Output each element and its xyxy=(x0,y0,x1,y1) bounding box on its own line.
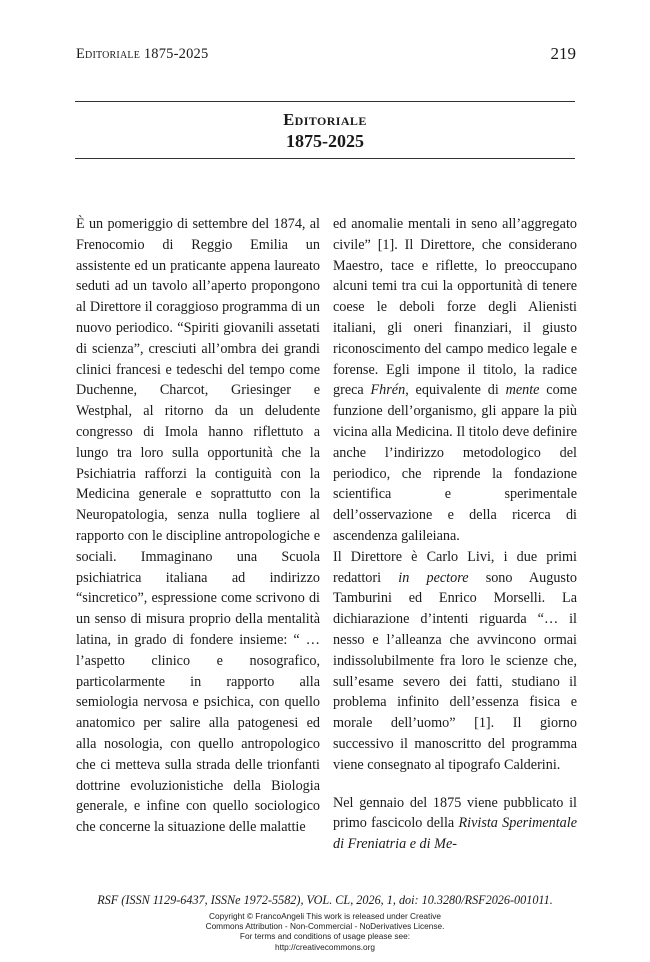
right-column xyxy=(333,214,577,855)
license-link[interactable]: http://creativecommons.org xyxy=(274,941,376,952)
license-notice xyxy=(0,911,650,952)
title-line-1: Editoriale xyxy=(283,110,367,129)
body-paragraph: ed anomalie mentali in seno all’aggregato civile” [1]. Il Direttore, che considerano Maestro, tace e riflette, lo preoccupano alcuni temi tra cui la opportunità di tenere coese le deboli forze degli Alienisti italiani, gli oneri finanziari, il giusto riconoscimento del campo medico legale e forense. Egli impone il titolo, la radice greca Fhrén, equivalente di mente come funzione dell’organismo, gli appare la più vicina alla Medicina. Il titolo deve definire anche l’indirizzo metodologico del periodico, che riprende la fondazione scientifica e sperimentale dell’osservazione e della ricerca di ascendenza galileiana. xyxy=(333,216,577,544)
page-number: 219 xyxy=(550,44,576,63)
title-rule-bottom xyxy=(75,158,575,159)
running-head xyxy=(76,46,208,63)
running-head-text: Editoriale 1875-2025 xyxy=(76,46,209,62)
title-rule-top xyxy=(75,101,575,102)
body-paragraph: Il Direttore è Carlo Livi, i due primi redattori in pectore sono Augusto Tamburini ed Enrico Morselli. La dichiarazione d’intenti riguarda “… il nesso e l’alleanza che avvincono ormai indissolubilmente fra loro le scienze che, sull’esame severo dei fatti, studiano il problema infinito dell’essenza fisica e morale dell’uomo” [1]. Il giorno successivo il manoscritto del programma viene consegnato al tipografo Calderini. xyxy=(333,548,577,773)
body-paragraph: Nel gennaio del 1875 viene pubblicato il primo fascicolo della Rivista Sperimentale di Freniatria e di Me- xyxy=(333,794,577,853)
footer-citation: RSF (ISSN 1129-6437, ISSNe 1972-5582), VOL. CL, 2026, 1, doi: 10.3280/RSF2026-001011. xyxy=(97,893,553,907)
body-paragraph: È un pomeriggio di settembre del 1874, al Frenocomio di Reggio Emilia un assistente ed un praticante appena laureato seduti ad un tavolo all’aperto propongono al Direttore il coraggioso programma di un nuovo periodico. “Spiriti giovanili assetati di scienza”, cresciuti all’ombra dei grandi clinici francesi e tedeschi del tempo come Duchenne, Charcot, Griesinger e Westphal, al ritorno da un deludente congresso di Imola hanno riflettuto a lungo tra loro sulla opportunità che la Psichiatria rafforzi la contiguità con la Medicina generale e soprattutto con la Neuropatologia, senza nulla togliere al rapporto con le discipline antropologiche e sociali. Immaginano una Scuola psichiatrica italiana ad indirizzo “sincretico”, espressione come scrivono di un senso di misura proprio della mentalità latina, in grado di fondere insieme: “ … l’aspetto clinico e nosografico, particolarmente in rapporto alla semiologia nervosa e psichica, con quello anatomico per salire alla patogenesi ed alla nosologia, con quello antropologico che ci metteva sulla strada delle trionfanti dottrine evoluzionistiche della Biologia generale, e infine con quello sociologico che concerne la situazione delle malattie xyxy=(76,216,320,836)
title-line-2: 1875-2025 xyxy=(286,131,364,151)
left-column xyxy=(76,214,320,838)
license-line: For terms and conditions of usage please see: xyxy=(239,931,411,942)
article-title xyxy=(75,110,575,152)
license-line: Copyright © FrancoAngeli This work is released under Creative xyxy=(209,911,441,921)
license-line: Commons Attribution - Non-Commercial - NoDerivatives License. xyxy=(205,921,445,932)
